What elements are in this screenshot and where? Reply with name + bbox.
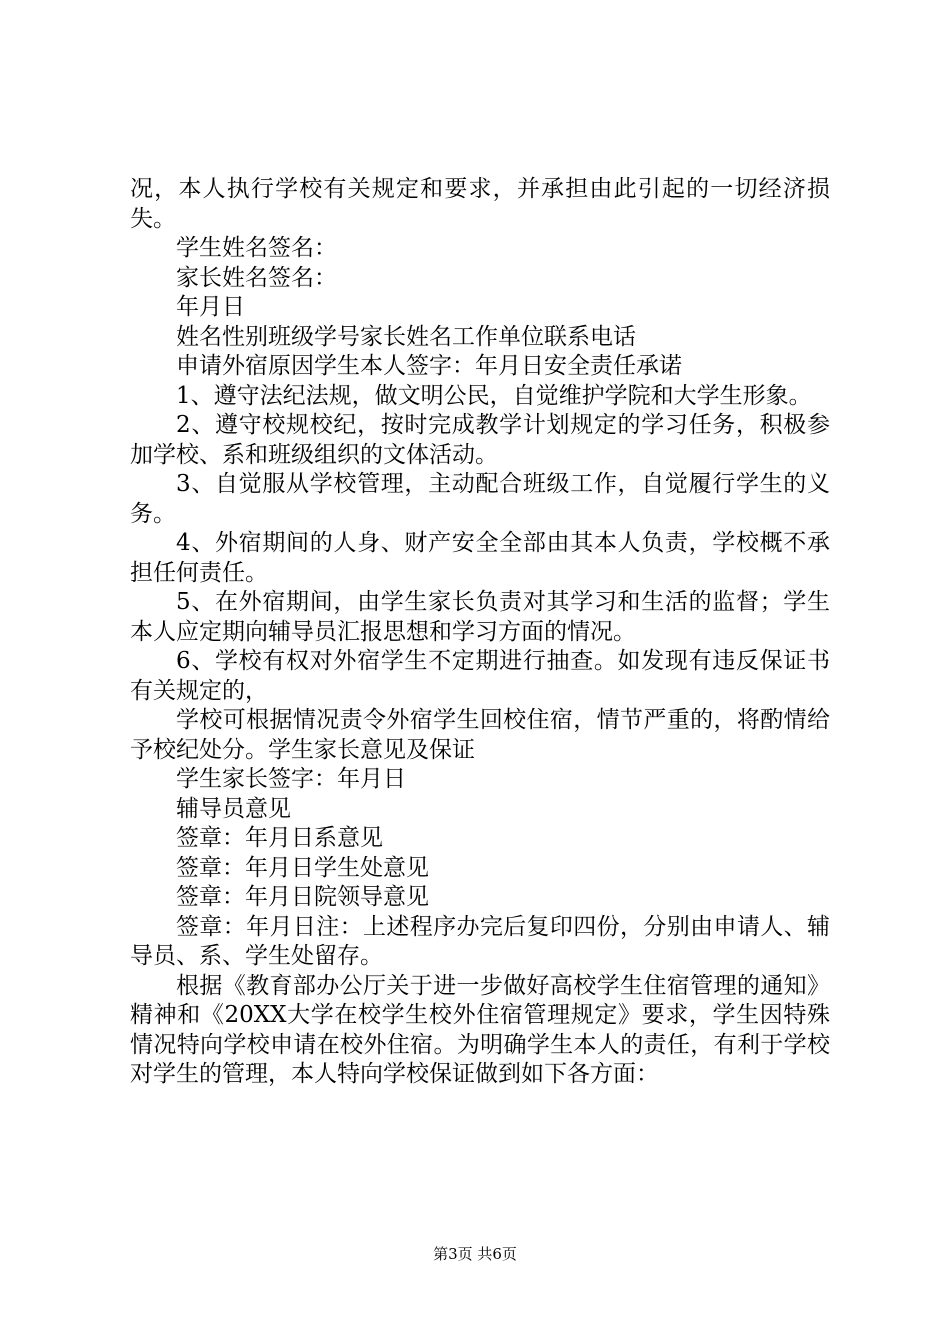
paragraph: 签章：年月日院领导意见 bbox=[176, 884, 429, 910]
page-number-label: 第3页 共6页 bbox=[433, 1245, 517, 1263]
paragraph: 申请外宿原因学生本人签字：年月日安全责任承诺 bbox=[176, 353, 682, 379]
paragraph: 学校可根据情况责令外宿学生回校住宿，情节严重的，将酌情给予校纪处分。学生家长意见及保证 bbox=[130, 707, 830, 763]
paragraph: 辅导员意见 bbox=[176, 795, 291, 822]
paragraph: 学生姓名签名： bbox=[176, 235, 337, 261]
document-body bbox=[130, 175, 830, 1090]
paragraph: 况，本人执行学校有关规定和要求，并承担由此引起的一切经济损失。 bbox=[130, 176, 830, 232]
paragraph: 2、遵守校规校纪，按时完成教学计划规定的学习任务，积极参加学校、系和班级组织的文体活动。 bbox=[130, 412, 830, 468]
paragraph: 1、遵守法纪法规，做文明公民，自觉维护学院和大学生形象。 bbox=[176, 382, 812, 409]
paragraph: 6、学校有权对外宿学生不定期进行抽查。如发现有违反保证书有关规定的， bbox=[130, 648, 830, 704]
paragraph: 年月日 bbox=[176, 294, 245, 320]
paragraph: 签章：年月日学生处意见 bbox=[176, 854, 429, 881]
paragraph: 5、在外宿期间，由学生家长负责对其学习和生活的监督；学生本人应定期向辅导员汇报思想和学习方面的情况。 bbox=[130, 589, 830, 645]
paragraph: 签章：年月日系意见 bbox=[176, 825, 383, 851]
paragraph: 家长姓名签名： bbox=[176, 264, 337, 291]
paragraph: 根据《教育部办公厅关于进一步做好高校学生住宿管理的通知》精神和《20XX大学在校学生校外住宿管理规定》要求，学生因特殊情况特向学校申请在校外住宿。为明确学生本人的责任，有利于学校对学生的管理，本人特向学校保证做到如下各方面： bbox=[130, 972, 830, 1087]
page-footer bbox=[0, 1244, 950, 1264]
paragraph: 4、外宿期间的人身、财产安全全部由其本人负责，学校概不承担任何责任。 bbox=[130, 530, 830, 586]
paragraph: 签章：年月日注：上述程序办完后复印四份，分别由申请人、辅导员、系、学生处留存。 bbox=[130, 913, 830, 969]
paragraph: 3、自觉服从学校管理，主动配合班级工作，自觉履行学生的义务。 bbox=[130, 471, 830, 527]
paragraph: 学生家长签字：年月日 bbox=[176, 766, 406, 792]
paragraph: 姓名性别班级学号家长姓名工作单位联系电话 bbox=[176, 323, 636, 350]
